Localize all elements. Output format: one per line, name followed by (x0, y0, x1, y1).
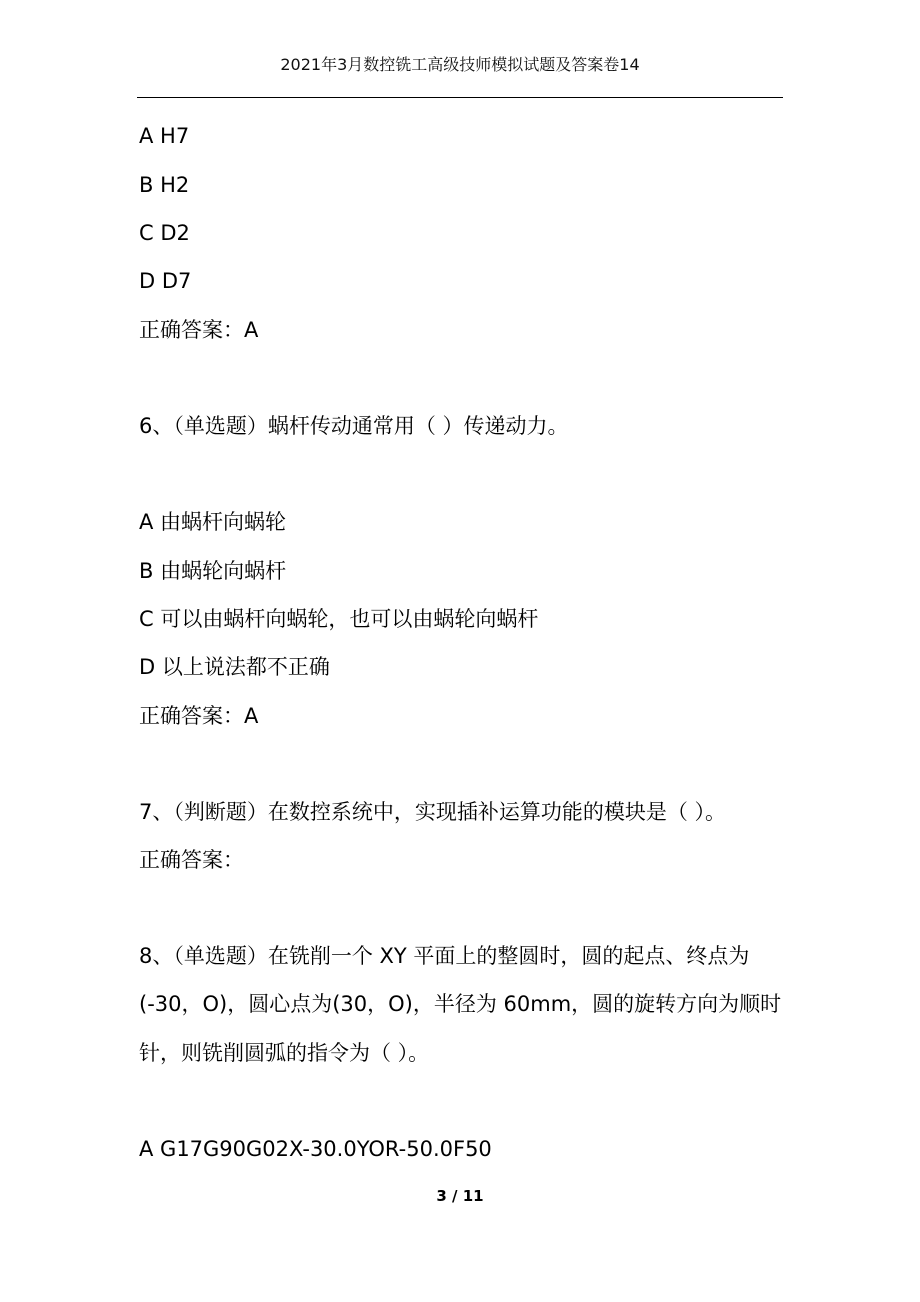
q6-stem: 6、（单选题）蜗杆传动通常用（ ）传递动力。 (139, 414, 569, 438)
document-title: 2021年3月数控铣工高级技师模拟试题及答案卷14 (280, 55, 640, 74)
q8-option-a: A G17G90G02X-30.0YOR-50.0F50 (139, 1137, 492, 1161)
q6-answer: 正确答案：A (139, 704, 259, 728)
q5-option-c: C D2 (139, 221, 190, 245)
header-divider (137, 97, 783, 98)
q6-option-b: B 由蜗轮向蜗杆 (139, 559, 287, 583)
q6-option-a: A 由蜗杆向蜗轮 (139, 510, 287, 534)
page-number: 3 / 11 (436, 1187, 484, 1205)
q7-stem: 7、（判断题）在数控系统中，实现插补运算功能的模块是（ ）。 (139, 800, 727, 824)
q5-answer: 正确答案：A (139, 318, 259, 342)
q5-option-d: D D7 (139, 269, 192, 293)
q5-option-a: A H7 (139, 124, 190, 148)
q6-option-d: D 以上说法都不正确 (139, 655, 330, 679)
q8-stem-line-1: 8、（单选题）在铣削一个 XY 平面上的整圆时，圆的起点、终点为 (139, 944, 750, 968)
q5-option-b: B H2 (139, 173, 190, 197)
q7-answer: 正确答案： (139, 848, 244, 872)
q8-stem-line-2: (-30，O)，圆心点为(30，O)，半径为 60mm，圆的旋转方向为顺时 (139, 992, 782, 1016)
q6-option-c: C 可以由蜗杆向蜗轮，也可以由蜗轮向蜗杆 (139, 607, 539, 631)
q8-stem-line-3: 针，则铣削圆弧的指令为（ ）。 (139, 1041, 430, 1065)
